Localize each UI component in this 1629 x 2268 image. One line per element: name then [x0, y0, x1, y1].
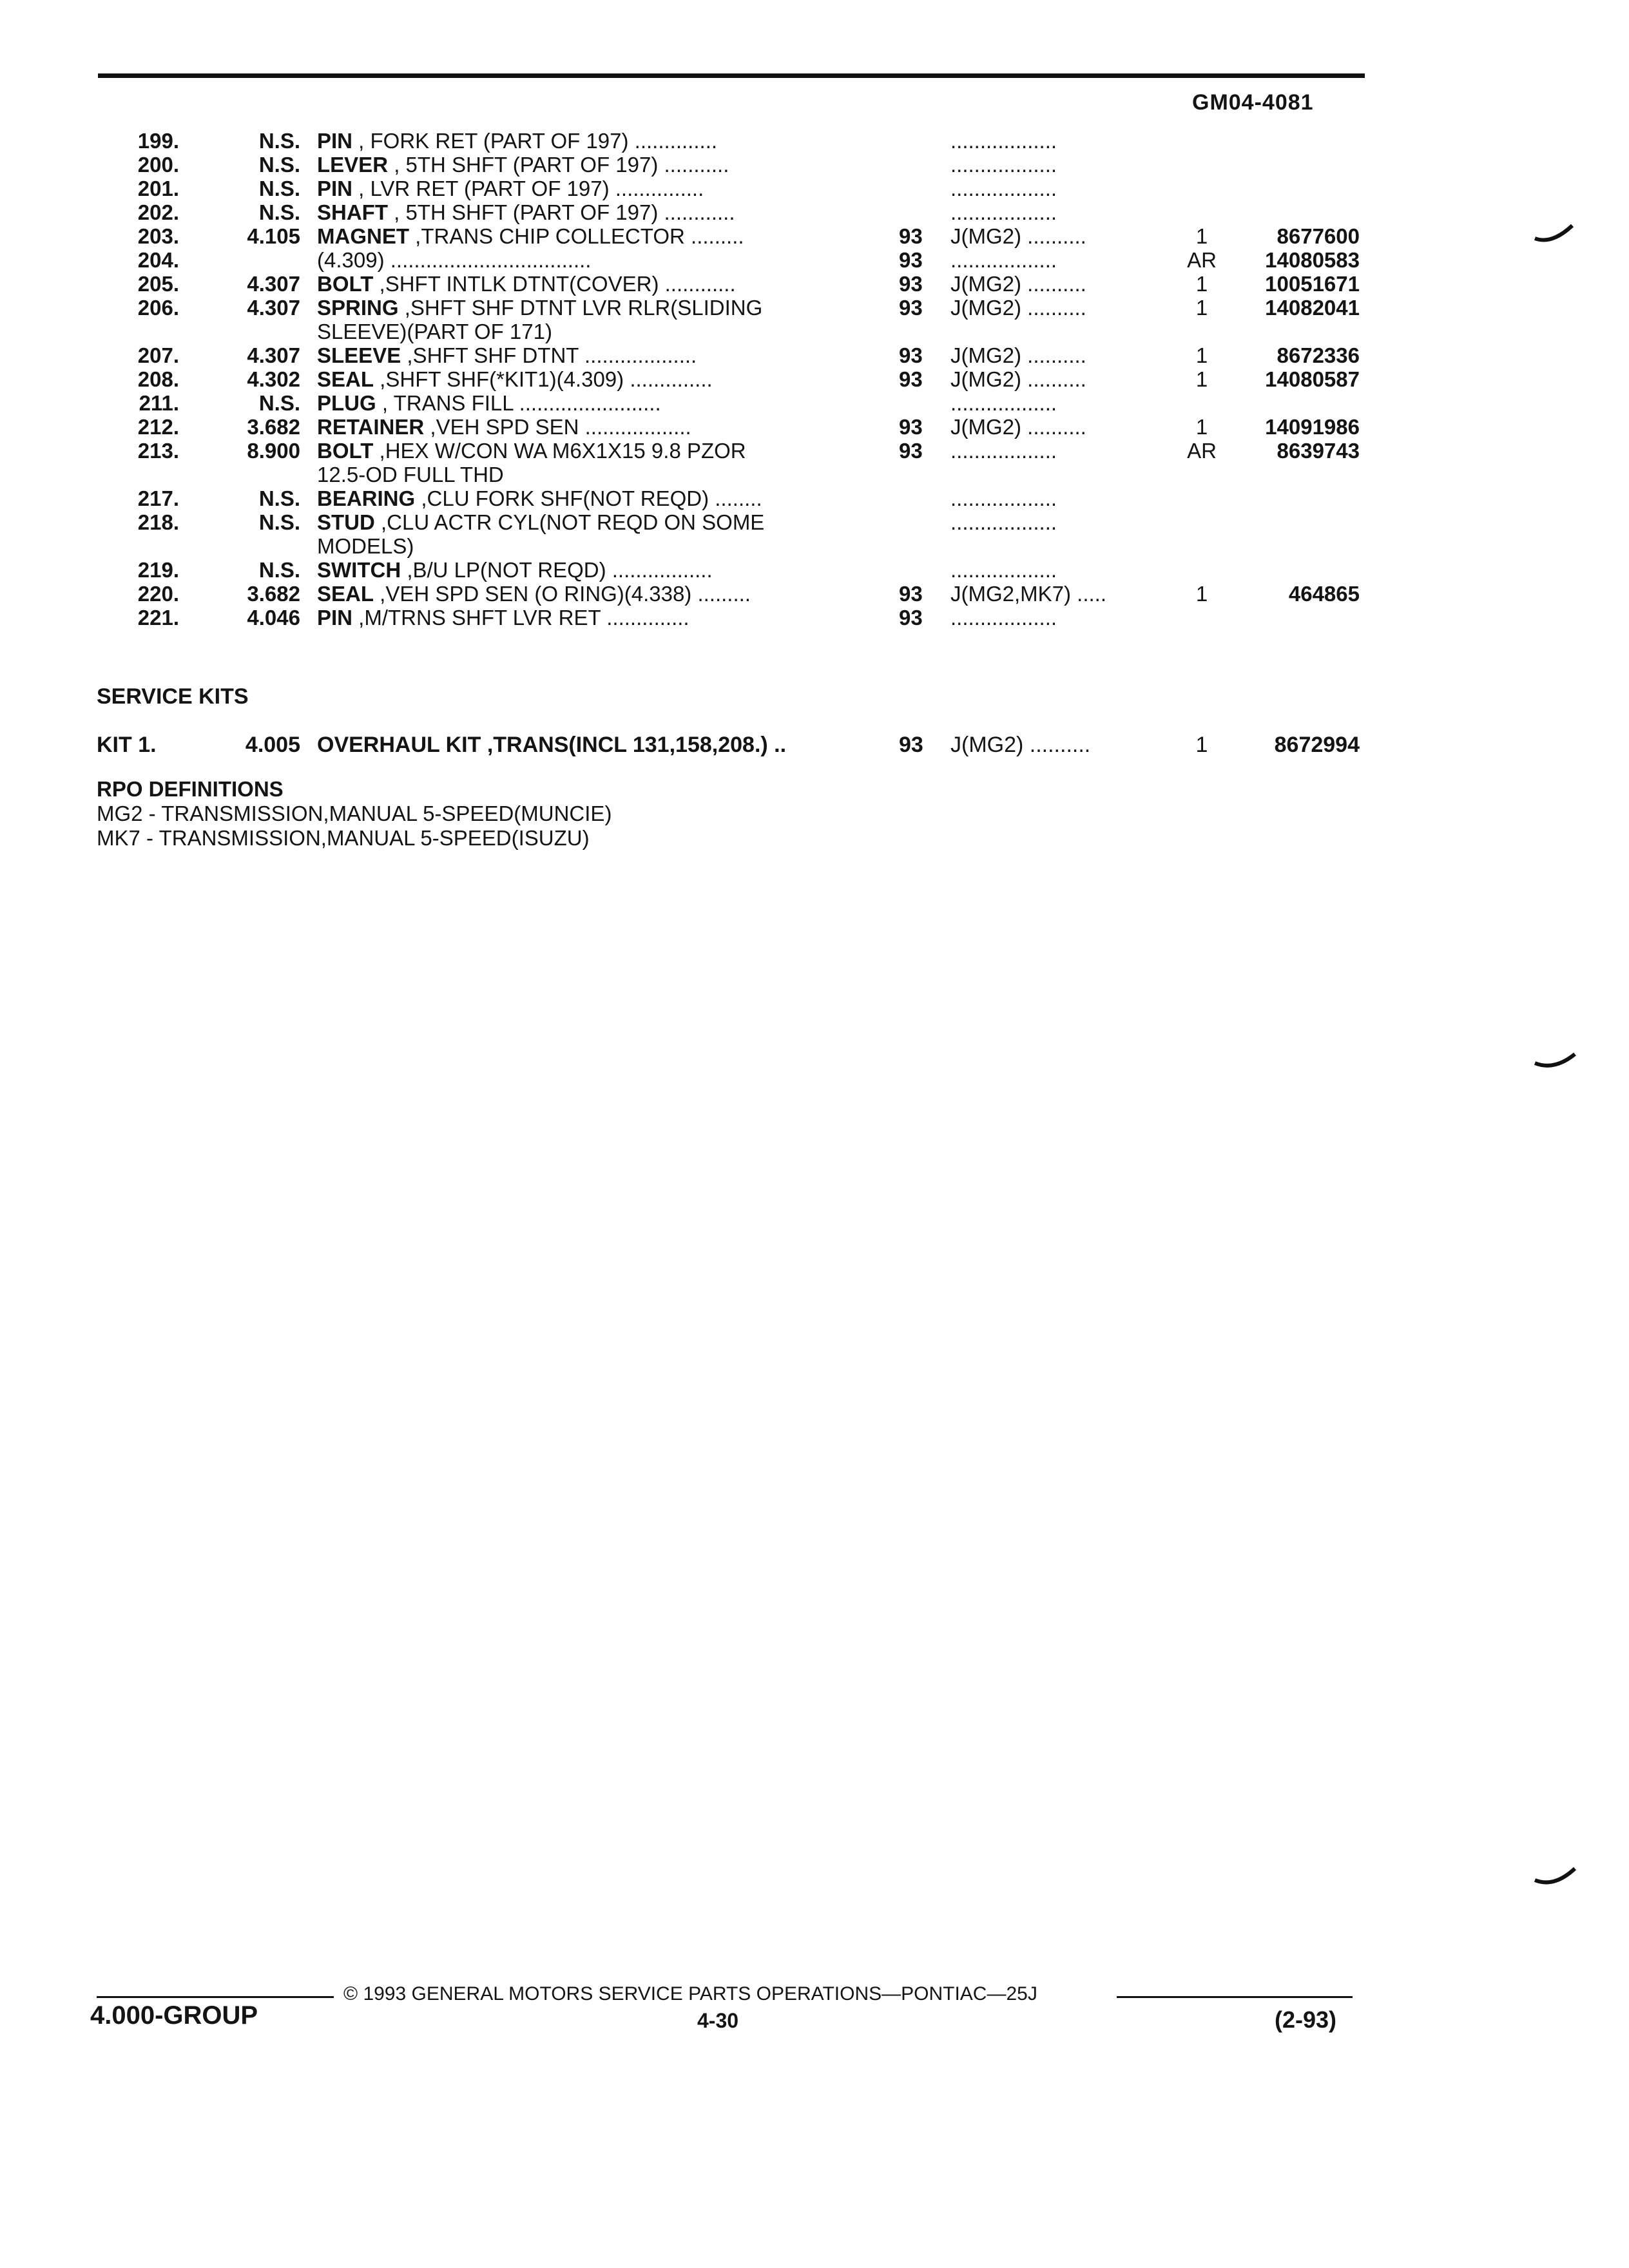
part-name: BOLT: [317, 439, 374, 463]
quantity: 1: [1195, 367, 1208, 391]
description: [317, 224, 845, 248]
description-continued: 12.5-OD FULL THD: [317, 463, 504, 486]
part-detail: ,TRANS CHIP COLLECTOR .........: [409, 224, 744, 248]
kit-number: KIT 1.: [97, 733, 157, 757]
description: [317, 367, 845, 391]
part-name: PIN: [317, 606, 353, 629]
parts-row: [0, 272, 1629, 296]
group-label: 4.000-GROUP: [90, 2001, 258, 2030]
parts-row: [0, 582, 1629, 606]
description: [317, 732, 845, 758]
group-number: 4.105: [247, 224, 300, 248]
model: J(MG2) ..........: [950, 224, 1086, 248]
description: [317, 296, 845, 320]
parts-row: [0, 200, 1629, 224]
group-number: 4.307: [247, 296, 300, 320]
item-number: 205.: [137, 272, 179, 296]
model: ..................: [950, 200, 1057, 224]
item-number: 217.: [137, 486, 179, 510]
part-detail: ,SHFT INTLK DTNT(COVER) ............: [373, 272, 736, 296]
description: [317, 153, 845, 177]
group-number: N.S.: [258, 558, 300, 582]
part-name: SWITCH: [317, 558, 401, 582]
item-number: 199.: [137, 129, 179, 153]
parts-row: [0, 153, 1629, 177]
description: [317, 439, 845, 463]
quantity: 1: [1195, 343, 1208, 367]
part-number: 14082041: [1265, 296, 1360, 320]
parts-row: [0, 224, 1629, 248]
part-number: 8639743: [1277, 439, 1360, 463]
part-number: 14080587: [1265, 367, 1360, 391]
part-name: SLEEVE: [317, 343, 401, 367]
group-number: 4.307: [247, 272, 300, 296]
model: J(MG2) ..........: [950, 343, 1086, 367]
part-detail: , LVR RET (PART OF 197) ...............: [352, 177, 704, 200]
part-detail: (4.309) ..................................: [317, 248, 592, 272]
part-detail: ,TRANS(INCL 131,158,208.) ..: [481, 733, 787, 757]
model: J(MG2) ..........: [950, 272, 1086, 296]
parts-row: [0, 296, 1629, 343]
description: [317, 391, 845, 415]
part-detail: , FORK RET (PART OF 197) ..............: [352, 129, 718, 153]
part-detail: ,B/U LP(NOT REQD) .................: [401, 558, 713, 582]
parts-row: [0, 248, 1629, 272]
year: 93: [899, 415, 923, 439]
model: ..................: [950, 129, 1057, 153]
binder-hole-mark: [1532, 1866, 1577, 1892]
part-name: STUD: [317, 510, 375, 534]
part-number: 14080583: [1265, 248, 1360, 272]
model: ..................: [950, 439, 1057, 463]
kit-row: [0, 732, 1629, 758]
item-number: 204.: [137, 248, 179, 272]
parts-row: [0, 486, 1629, 510]
item-number: 200.: [137, 153, 179, 177]
item-number: 219.: [137, 558, 179, 582]
part-detail: ,CLU FORK SHF(NOT REQD) ........: [415, 486, 762, 510]
model: ..................: [950, 486, 1057, 510]
item-number: 203.: [137, 224, 179, 248]
group-number: N.S.: [258, 510, 300, 534]
part-number: 464865: [1288, 582, 1360, 606]
group-number: N.S.: [258, 177, 300, 200]
part-number: 10051671: [1265, 272, 1360, 296]
rpo-definitions-heading: RPO DEFINITIONS: [97, 777, 284, 801]
part-detail: ,M/TRNS SHFT LVR RET ..............: [352, 606, 689, 629]
part-detail: , TRANS FILL ........................: [376, 391, 661, 415]
description: [317, 200, 845, 224]
quantity: 1: [1195, 733, 1208, 757]
model: ..................: [950, 177, 1057, 200]
item-number: 218.: [137, 510, 179, 534]
item-number: 221.: [137, 606, 179, 629]
rpo-definition: MK7 - TRANSMISSION,MANUAL 5-SPEED(ISUZU): [97, 826, 590, 850]
part-number: 8677600: [1277, 224, 1360, 248]
part-detail: ,SHFT SHF DTNT LVR RLR(SLIDING: [398, 296, 763, 320]
part-detail: ,HEX W/CON WA M6X1X15 9.8 PZOR: [373, 439, 746, 463]
model: ..................: [950, 606, 1057, 629]
parts-row: [0, 129, 1629, 153]
model: ..................: [950, 558, 1057, 582]
group-number: 4.005: [245, 733, 300, 757]
model: ..................: [950, 248, 1057, 272]
parts-row: [0, 177, 1629, 200]
part-name: SEAL: [317, 582, 374, 606]
part-number: 8672336: [1277, 343, 1360, 367]
rpo-definition: MG2 - TRANSMISSION,MANUAL 5-SPEED(MUNCIE): [97, 802, 612, 825]
model: ..................: [950, 391, 1057, 415]
quantity: 1: [1195, 224, 1208, 248]
part-number: 8672994: [1274, 733, 1360, 757]
description: [317, 582, 845, 606]
footer-rule: [97, 1996, 334, 1998]
item-number: 208.: [137, 367, 179, 391]
item-number: 212.: [137, 415, 179, 439]
part-name: SHAFT: [317, 200, 388, 224]
year: 93: [899, 272, 923, 296]
model: J(MG2,MK7) .....: [950, 582, 1107, 606]
part-detail: ,SHFT SHF(*KIT1)(4.309) ..............: [374, 367, 713, 391]
part-detail: ,VEH SPD SEN ..................: [424, 415, 691, 439]
description: [317, 558, 845, 582]
parts-row: [0, 367, 1629, 391]
group-number: N.S.: [258, 129, 300, 153]
part-name: SPRING: [317, 296, 399, 320]
group-number: N.S.: [258, 200, 300, 224]
model: J(MG2) ..........: [950, 415, 1086, 439]
year: 93: [899, 224, 923, 248]
group-number: N.S.: [258, 486, 300, 510]
year: 93: [899, 367, 923, 391]
description-continued: MODELS): [317, 534, 414, 558]
description: [317, 177, 845, 200]
quantity: 1: [1195, 272, 1208, 296]
group-number: 4.307: [247, 343, 300, 367]
item-number: 213.: [137, 439, 179, 463]
model: J(MG2) ..........: [950, 367, 1086, 391]
top-rule: [98, 73, 1365, 78]
parts-row: [0, 510, 1629, 558]
parts-row: [0, 558, 1629, 582]
year: 93: [899, 296, 923, 320]
group-number: 3.682: [247, 415, 300, 439]
parts-row: [0, 439, 1629, 486]
item-number: 201.: [137, 177, 179, 200]
page-number: 4-30: [697, 2009, 739, 2032]
quantity: AR: [1187, 439, 1217, 463]
item-number: 207.: [137, 343, 179, 367]
part-detail: ,SHFT SHF DTNT ...................: [401, 343, 697, 367]
binder-hole-mark: [1532, 219, 1577, 245]
parts-row: [0, 343, 1629, 367]
part-name: SEAL: [317, 367, 374, 391]
revision-date: (2-93): [1275, 2006, 1337, 2033]
model: J(MG2) ..........: [950, 296, 1086, 320]
quantity: AR: [1187, 248, 1217, 272]
parts-row: [0, 391, 1629, 415]
parts-row: [0, 415, 1629, 439]
model: J(MG2) ..........: [950, 733, 1091, 757]
binder-hole-mark: [1532, 1049, 1577, 1075]
footer-rule: [1117, 1996, 1353, 1998]
year: 93: [899, 733, 923, 757]
description: [317, 415, 845, 439]
year: 93: [899, 343, 923, 367]
description-continued: SLEEVE)(PART OF 171): [317, 320, 552, 343]
part-name: RETAINER: [317, 415, 425, 439]
description: [317, 248, 845, 272]
group-number: 8.900: [247, 439, 300, 463]
group-number: 4.046: [247, 606, 300, 629]
part-detail: , 5TH SHFT (PART OF 197) ............: [388, 200, 735, 224]
group-number: N.S.: [258, 391, 300, 415]
parts-list: [0, 129, 1629, 629]
description: [317, 486, 845, 510]
group-number: 3.682: [247, 582, 300, 606]
item-number: 206.: [137, 296, 179, 320]
group-number: N.S.: [258, 153, 300, 177]
quantity: 1: [1195, 582, 1208, 606]
part-name: OVERHAUL KIT: [317, 733, 481, 757]
part-name: MAGNET: [317, 224, 409, 248]
part-number: 14091986: [1265, 415, 1360, 439]
item-number: 202.: [137, 200, 179, 224]
copyright-line: © 1993 GENERAL MOTORS SERVICE PARTS OPERATIONS—PONTIAC—25J: [343, 1983, 1037, 2004]
document-id: GM04-4081: [1192, 90, 1314, 115]
part-name: LEVER: [317, 153, 389, 177]
description: [317, 343, 845, 367]
group-number: 4.302: [247, 367, 300, 391]
parts-row: [0, 606, 1629, 629]
description: [317, 272, 845, 296]
quantity: 1: [1195, 415, 1208, 439]
item-number: 220.: [137, 582, 179, 606]
part-detail: ,CLU ACTR CYL(NOT REQD ON SOME: [374, 510, 765, 534]
description: [317, 606, 845, 629]
part-name: PIN: [317, 129, 353, 153]
part-name: PLUG: [317, 391, 376, 415]
description: [317, 510, 845, 534]
part-detail: ,VEH SPD SEN (O RING)(4.338) .........: [374, 582, 751, 606]
year: 93: [899, 248, 923, 272]
year: 93: [899, 582, 923, 606]
year: 93: [899, 439, 923, 463]
item-number: 211.: [139, 391, 179, 415]
part-name: BOLT: [317, 272, 374, 296]
part-name: PIN: [317, 177, 353, 200]
part-name: BEARING: [317, 486, 416, 510]
model: ..................: [950, 153, 1057, 177]
quantity: 1: [1195, 296, 1208, 320]
part-detail: , 5TH SHFT (PART OF 197) ...........: [388, 153, 729, 177]
model: ..................: [950, 510, 1057, 534]
service-kits-heading: SERVICE KITS: [97, 684, 249, 709]
year: 93: [899, 606, 923, 629]
description: [317, 129, 845, 153]
